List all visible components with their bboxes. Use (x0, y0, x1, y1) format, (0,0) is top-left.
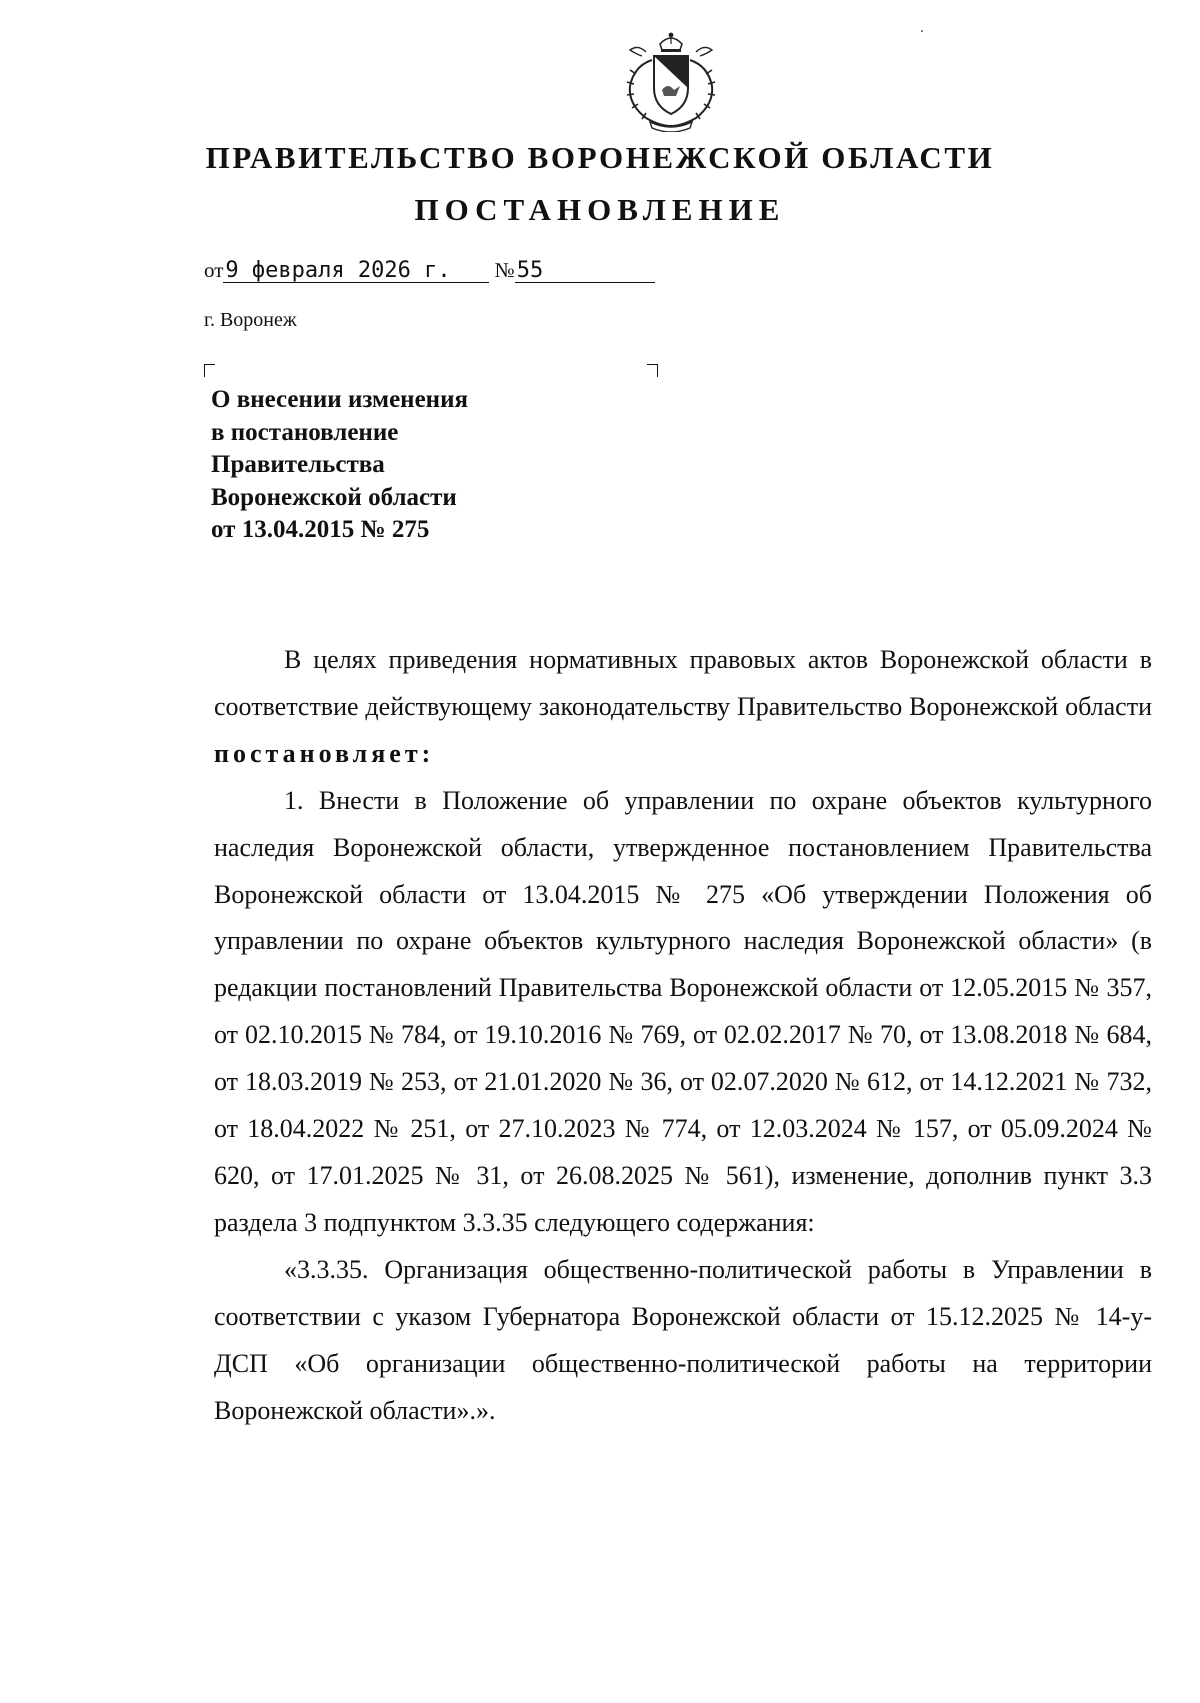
document-date: 9 февраля 2026 г. (223, 260, 489, 283)
city: г. Воронеж (204, 309, 297, 331)
subject-line: Правительства (211, 451, 385, 478)
subject-bracket-right (647, 364, 658, 377)
scan-speck (921, 30, 923, 32)
subject-line: от 13.04.2015 № 275 (211, 516, 430, 543)
preamble-paragraph (214, 637, 1152, 778)
subject-line: Воронежской области (211, 483, 457, 511)
government-title: ПРАВИТЕЛЬСТВО ВОРОНЕЖСКОЙ ОБЛАСТИ (205, 140, 995, 175)
document-number: 55 (515, 260, 655, 283)
coat-of-arms-icon (616, 30, 726, 132)
clause-1-paragraph: 1. Внести в Положение об управлении по охране объектов культурного наследия Воронежской области, утвержденное постановлением Правительства Воронежской области от 13.04.2015 № 275 «Об утверждении Положения об управлении по охране объектов культурного наследия Воронежской области» (в редакции постановлений Правительства Воронежской области от 12.05.2015 № 357, от 02.10.2015 № 784, от 19.10.2016 № 769, от 02.02.2017 № 70, от 13.08.2018 № 684, от 18.03.2019 № 253, от 21.01.2020 № 36, от 02.07.2020 № 612, от 14.12.2021 № 732, от 18.04.2022 № 251, от 27.10.2023 № 774, от 12.03.2024 № 157, от 05.09.2024 № 620, от 17.01.2025 № 31, от 26.08.2025 № 561), изменение, дополнив пункт 3.3 раздела 3 подпунктом 3.3.35 следующего содержания: (214, 785, 1152, 1237)
subject-line: О внесении изменения (211, 386, 469, 413)
decree-word: постановляет: (214, 738, 435, 768)
date-prefix: от (204, 258, 224, 282)
subject-bracket-left (204, 364, 215, 377)
document-subject (211, 384, 468, 547)
preamble-text: В целях приведения нормативных правовых актов Воронежской области в соответствие действующему законодательству Правительство Воронежской области (214, 645, 1152, 721)
document-type: ПОСТАНОВЛЕНИЕ (414, 192, 786, 227)
subject-line: в постановление (211, 418, 399, 446)
document-body (214, 637, 1152, 1434)
number-prefix: № (494, 258, 515, 282)
quoted-amendment-paragraph: «3.3.35. Организация общественно-политической работы в Управлении в соответствии с указом Губернатора Воронежской области от 15.12.2025 № 14-у-ДСП «Об организации общественно-политической работы на территории Воронежской области».». (214, 1254, 1152, 1425)
date-number-line (204, 258, 655, 283)
